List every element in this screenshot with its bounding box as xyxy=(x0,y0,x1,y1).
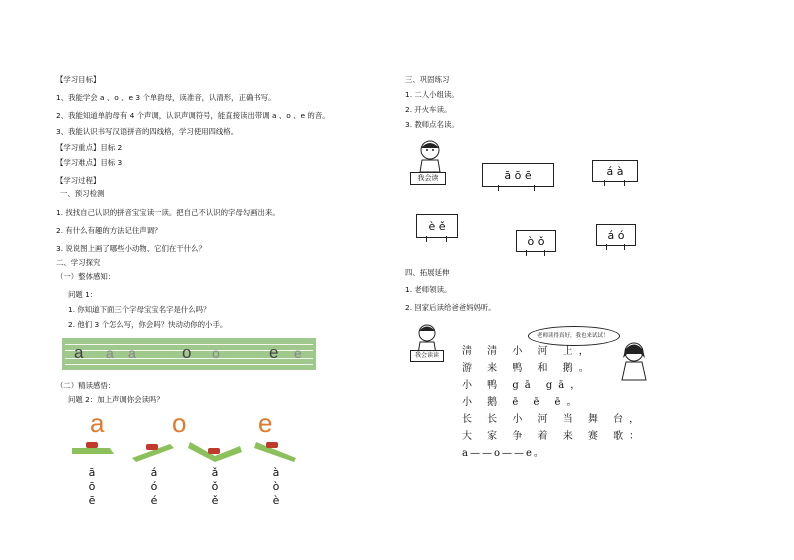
pinyin-board-3: è ě xyxy=(416,214,458,238)
section-1-title: 一、预习检测 xyxy=(60,189,105,198)
goal-1: 1、我能学会 a 、o 、e 3 个单韵母，读准音，认清形，正确书写。 xyxy=(56,93,276,102)
tone-column-1 xyxy=(82,466,102,508)
tone-cell: ě xyxy=(211,494,219,507)
tone-cell: á xyxy=(150,466,158,479)
pinyin-board-2: á à xyxy=(592,160,638,182)
tone-cell: à xyxy=(272,466,280,479)
question-3: 3. 说说图上画了哪些小动物、它们在干什么？ xyxy=(56,244,206,253)
goal-3: 3、我能认识书写汉语拼音的四线格，学习使用四线格。 xyxy=(56,127,239,136)
poem-line-1: 清 清 小 河 上， xyxy=(462,346,595,357)
grid-letter: e xyxy=(294,345,302,361)
problem-1-label: 问题 1： xyxy=(68,290,98,299)
poem-line-6: 大 家 争 着 来 赛 歌： xyxy=(462,431,646,442)
tone-column-4 xyxy=(266,466,286,508)
goal-2: 2、我能知道单韵母有 4 个声调，认识声调符号，能直接读出带调 a 、o 、e 的音。 xyxy=(56,111,330,120)
practice-2: 2. 开火车读。 xyxy=(405,105,452,114)
practice-illustration xyxy=(408,138,654,262)
tone-cell: ò xyxy=(272,480,280,493)
section-4-title: 四、拓展延伸 xyxy=(405,268,450,277)
tone-cell: ó xyxy=(150,480,158,493)
difficulty: 【学习难点】目标 3 xyxy=(56,158,123,167)
process-heading: 【学习过程】 xyxy=(56,176,101,185)
grid-letter: e xyxy=(269,343,279,362)
section-3-title: 三、巩固练习 xyxy=(405,75,450,84)
poem-line-5: 长 长 小 河 当 舞 台， xyxy=(462,414,646,425)
key-point: 【学习重点】目标 2 xyxy=(56,143,123,152)
tone-cell: é xyxy=(150,494,158,507)
problem-1a: 1. 你知道下面三个字母宝宝名字是什么吗？ xyxy=(68,305,211,314)
pinyin-board-5: á ó xyxy=(596,224,636,246)
grid-letter: a xyxy=(128,345,136,361)
tone-cell: è xyxy=(272,494,280,507)
extension-2: 2. 回家后读给爸爸妈妈听。 xyxy=(405,303,496,312)
tone-cell: ō xyxy=(88,480,96,493)
tone-cell: ǒ xyxy=(211,480,219,493)
tone-column-3 xyxy=(205,466,225,508)
tone-cell: ǎ xyxy=(211,466,219,479)
tone-slopes-illustration xyxy=(70,436,300,462)
tone-cell: ā xyxy=(88,466,96,479)
practice-1: 1. 二人小组读。 xyxy=(405,90,459,99)
pinyin-board-1: ā ō ē xyxy=(482,163,554,187)
poem-line-4: 小 鹅 ē ē ē。 xyxy=(462,397,583,408)
tone-column-2 xyxy=(144,466,164,508)
question-1: 1. 找找自己认识的拼音宝宝读一读。把自己不认识的字母勾画出来。 xyxy=(56,208,280,217)
four-line-grid xyxy=(62,338,316,370)
tone-cell: ē xyxy=(88,494,96,507)
big-letter-o: o xyxy=(172,408,187,438)
grid-letter: a xyxy=(106,345,114,361)
grid-letter: o xyxy=(182,343,192,362)
practice-3: 3. 教师点名读。 xyxy=(405,120,459,129)
poem-illustration xyxy=(408,320,654,462)
girl-icon xyxy=(616,340,652,382)
big-letter-a: a xyxy=(90,408,105,438)
extension-1: 1. 老师领读。 xyxy=(405,285,452,294)
poem-line-2: 游 来 鸭 和 鹅。 xyxy=(462,363,595,374)
grid-letter: o xyxy=(212,345,220,361)
question-2: 2. 有什么有趣的方法记住声调？ xyxy=(56,226,162,235)
reader-label: 我会读读 xyxy=(410,350,444,362)
big-letter-e: e xyxy=(258,408,273,438)
sub-heading-2: （二）精读感悟： xyxy=(56,381,116,390)
pinyin-board-4: ò ǒ xyxy=(516,230,556,252)
poem-line-3: 小 鸭 gā gā， xyxy=(462,380,587,391)
section-2-title: 二、学习探究 xyxy=(56,258,101,267)
sub-heading-1: （一）整体感知： xyxy=(56,272,116,281)
problem-1b: 2. 他们 3 个怎么写，你会吗？快动动你的小手。 xyxy=(68,320,228,329)
speech-bubble: 老师读得真好，我也来试试！ xyxy=(528,326,620,346)
poem-line-7: a——o——e。 xyxy=(462,448,546,459)
goals-heading: 【学习目标】 xyxy=(56,75,101,84)
problem-2: 问题 2：加上声调你会读吗？ xyxy=(68,395,164,404)
grid-letter: a xyxy=(74,343,84,362)
girl-label: 我会读 xyxy=(410,172,446,185)
